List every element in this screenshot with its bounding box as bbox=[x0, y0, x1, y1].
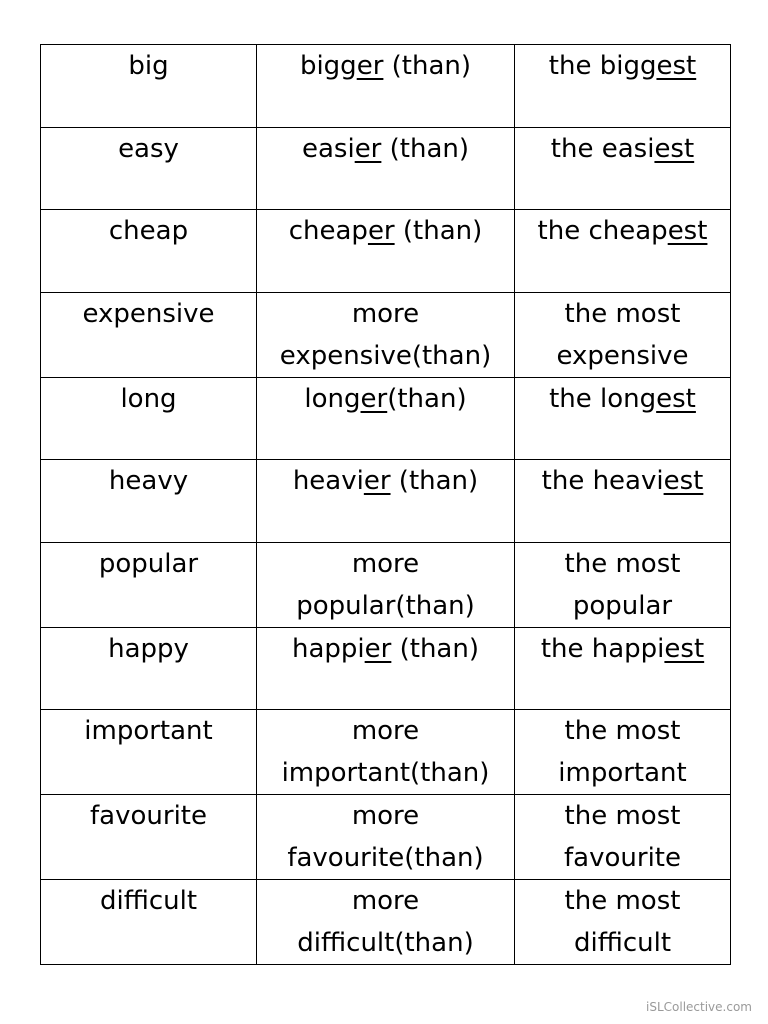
comparative-text: (than) bbox=[387, 383, 467, 414]
superlative-text: the happi bbox=[540, 633, 665, 664]
watermark-text: iSLCollective.com bbox=[646, 1000, 752, 1014]
comparative-text: happi bbox=[292, 633, 365, 664]
comparative-text: easi bbox=[301, 133, 355, 164]
comparative-suffix: er bbox=[364, 633, 392, 664]
superlative-suffix: est bbox=[664, 633, 705, 664]
superlative-text: the most popular bbox=[564, 548, 681, 621]
comparative-cell bbox=[257, 542, 515, 627]
base-adjective-cell: happy bbox=[41, 627, 257, 710]
base-adjective-cell: easy bbox=[41, 127, 257, 210]
table-row bbox=[41, 292, 731, 377]
table-row bbox=[41, 710, 731, 795]
base-adjective-cell: difficult bbox=[41, 880, 257, 965]
comparative-text: more favourite(than) bbox=[287, 801, 484, 873]
comparative-text: long bbox=[304, 383, 361, 414]
adjective-comparison-table bbox=[40, 44, 731, 965]
superlative-suffix: est bbox=[667, 216, 708, 246]
superlative-cell bbox=[515, 795, 731, 880]
comparative-suffix: er bbox=[367, 216, 395, 246]
comparative-text: more expensive(than) bbox=[279, 298, 492, 371]
comparative-cell bbox=[257, 210, 515, 293]
table-body bbox=[41, 45, 731, 965]
table-row bbox=[41, 210, 731, 293]
comparative-text: more popular(than) bbox=[296, 548, 475, 621]
comparative-cell bbox=[257, 127, 515, 210]
base-adjective-cell: cheap bbox=[41, 210, 257, 293]
superlative-cell bbox=[515, 127, 731, 210]
comparative-text: (than) bbox=[391, 633, 479, 664]
superlative-text: the cheap bbox=[537, 216, 668, 246]
table-row bbox=[41, 460, 731, 543]
table-row bbox=[41, 795, 731, 880]
superlative-cell bbox=[515, 710, 731, 795]
superlative-cell bbox=[515, 45, 731, 128]
comparative-cell bbox=[257, 710, 515, 795]
comparative-suffix: er bbox=[363, 466, 391, 496]
table-row bbox=[41, 127, 731, 210]
base-adjective-cell: popular bbox=[41, 542, 257, 627]
comparative-cell bbox=[257, 45, 515, 128]
comparative-cell bbox=[257, 377, 515, 460]
superlative-cell bbox=[515, 377, 731, 460]
superlative-cell bbox=[515, 292, 731, 377]
superlative-suffix: est bbox=[663, 466, 704, 496]
superlative-text: the most important bbox=[558, 716, 687, 788]
base-adjective-cell: big bbox=[41, 45, 257, 128]
superlative-cell bbox=[515, 542, 731, 627]
comparative-text: (than) bbox=[381, 133, 470, 164]
superlative-text: the heavi bbox=[541, 466, 664, 496]
superlative-text: the most favourite bbox=[564, 801, 681, 873]
superlative-text: the long bbox=[549, 383, 657, 414]
comparative-text: more difficult(than) bbox=[297, 886, 474, 958]
table-row bbox=[41, 627, 731, 710]
comparative-cell bbox=[257, 795, 515, 880]
table-row bbox=[41, 45, 731, 128]
comparative-text: bigg bbox=[299, 51, 357, 81]
base-adjective-cell: important bbox=[41, 710, 257, 795]
comparative-cell bbox=[257, 627, 515, 710]
comparative-suffix: er bbox=[354, 133, 382, 164]
superlative-text: the most difficult bbox=[564, 886, 681, 958]
comparative-text: cheap bbox=[288, 216, 368, 246]
superlative-suffix: est bbox=[654, 133, 695, 164]
comparative-text: (than) bbox=[394, 216, 483, 246]
superlative-cell bbox=[515, 627, 731, 710]
comparative-cell bbox=[257, 292, 515, 377]
base-adjective-cell: long bbox=[41, 377, 257, 460]
base-adjective-cell: heavy bbox=[41, 460, 257, 543]
superlative-suffix: est bbox=[656, 51, 697, 81]
comparative-cell bbox=[257, 880, 515, 965]
comparative-text: heavi bbox=[292, 466, 364, 496]
base-adjective-cell: expensive bbox=[41, 292, 257, 377]
comparative-cell bbox=[257, 460, 515, 543]
superlative-cell bbox=[515, 460, 731, 543]
superlative-text: the most expensive bbox=[556, 298, 689, 371]
comparative-suffix: er bbox=[356, 51, 384, 81]
comparative-suffix: er bbox=[360, 383, 388, 414]
superlative-text: the bigg bbox=[548, 51, 657, 81]
superlative-text: the easi bbox=[550, 133, 655, 164]
comparative-text: more important(than) bbox=[281, 716, 490, 788]
superlative-cell bbox=[515, 880, 731, 965]
base-adjective-cell: favourite bbox=[41, 795, 257, 880]
table-row bbox=[41, 880, 731, 965]
superlative-suffix: est bbox=[656, 383, 696, 414]
comparative-text: (than) bbox=[383, 51, 472, 81]
table-row bbox=[41, 377, 731, 460]
superlative-cell bbox=[515, 210, 731, 293]
comparative-text: (than) bbox=[390, 466, 479, 496]
table-row bbox=[41, 542, 731, 627]
